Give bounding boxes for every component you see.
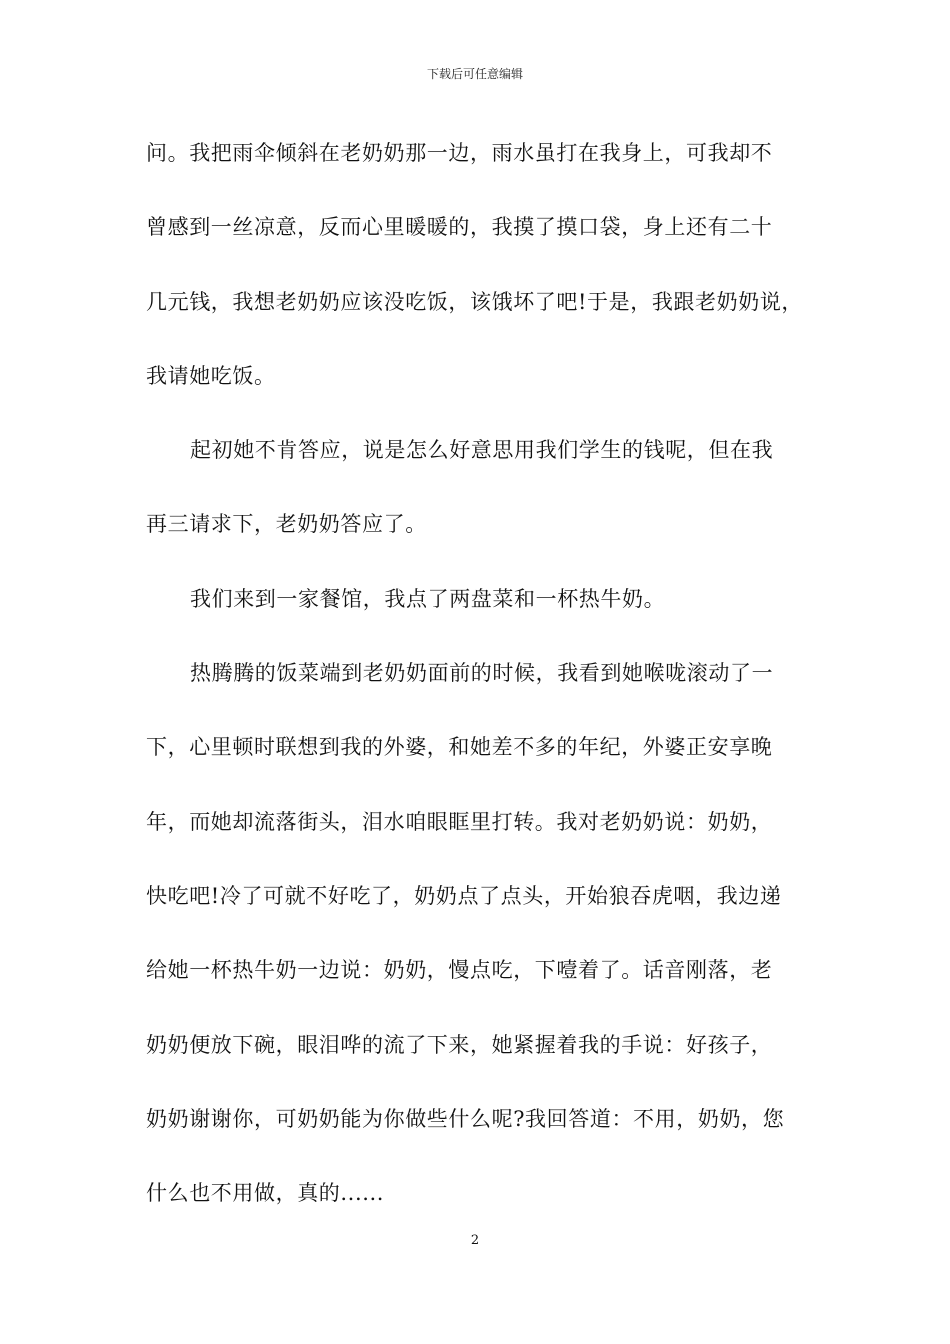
paragraph-first-line: 我们来到一家餐馆，我点了两盘菜和一杯热牛奶。 <box>190 586 666 611</box>
text-line: 我请她吃饭。 <box>146 363 276 388</box>
text-line: 快吃吧!冷了可就不好吃了，奶奶点了点头，开始狼吞虎咽，我边递 <box>146 883 782 908</box>
document-body <box>146 126 826 1240</box>
text-line: 年，而她却流落街头，泪水咱眼眶里打转。我对老奶奶说：奶奶， <box>146 809 773 834</box>
text-line: 再三请求下，老奶奶答应了。 <box>146 512 427 537</box>
text-line: 曾感到一丝凉意，反而心里暖暖的，我摸了摸口袋，身上还有二十 <box>146 215 773 240</box>
text-line: 给她一杯热牛奶一边说：奶奶，慢点吃，下噎着了。话音刚落，老 <box>146 958 773 983</box>
paragraph-first-line: 热腾腾的饭菜端到老奶奶面前的时候，我看到她喉咙滚动了一 <box>190 661 774 686</box>
page-header: 下载后可任意编辑 <box>426 67 523 81</box>
text-line: 几元钱，我想老奶奶应该没吃饭，该饿坏了吧!于是，我跟老奶奶说， <box>146 289 804 314</box>
text-line: 下，心里顿时联想到我的外婆，和她差不多的年纪，外婆正安享晚 <box>146 735 773 760</box>
text-line: 奶奶便放下碗，眼泪哗的流了下来，她紧握着我的手说：好孩子， <box>146 1032 773 1057</box>
text-line: 奶奶谢谢你，可奶奶能为你做些什么呢?我回答道：不用，奶奶，您 <box>146 1106 785 1131</box>
text-line: 什么也不用做，真的...... <box>146 1181 385 1206</box>
text-line: 问。我把雨伞倾斜在老奶奶那一边，雨水虽打在我身上，可我却不 <box>146 141 773 165</box>
paragraph-first-line: 起初她不肯答应，说是怎么好意思用我们学生的钱呢，但在我 <box>190 438 774 463</box>
page-number: 2 <box>470 1233 480 1248</box>
